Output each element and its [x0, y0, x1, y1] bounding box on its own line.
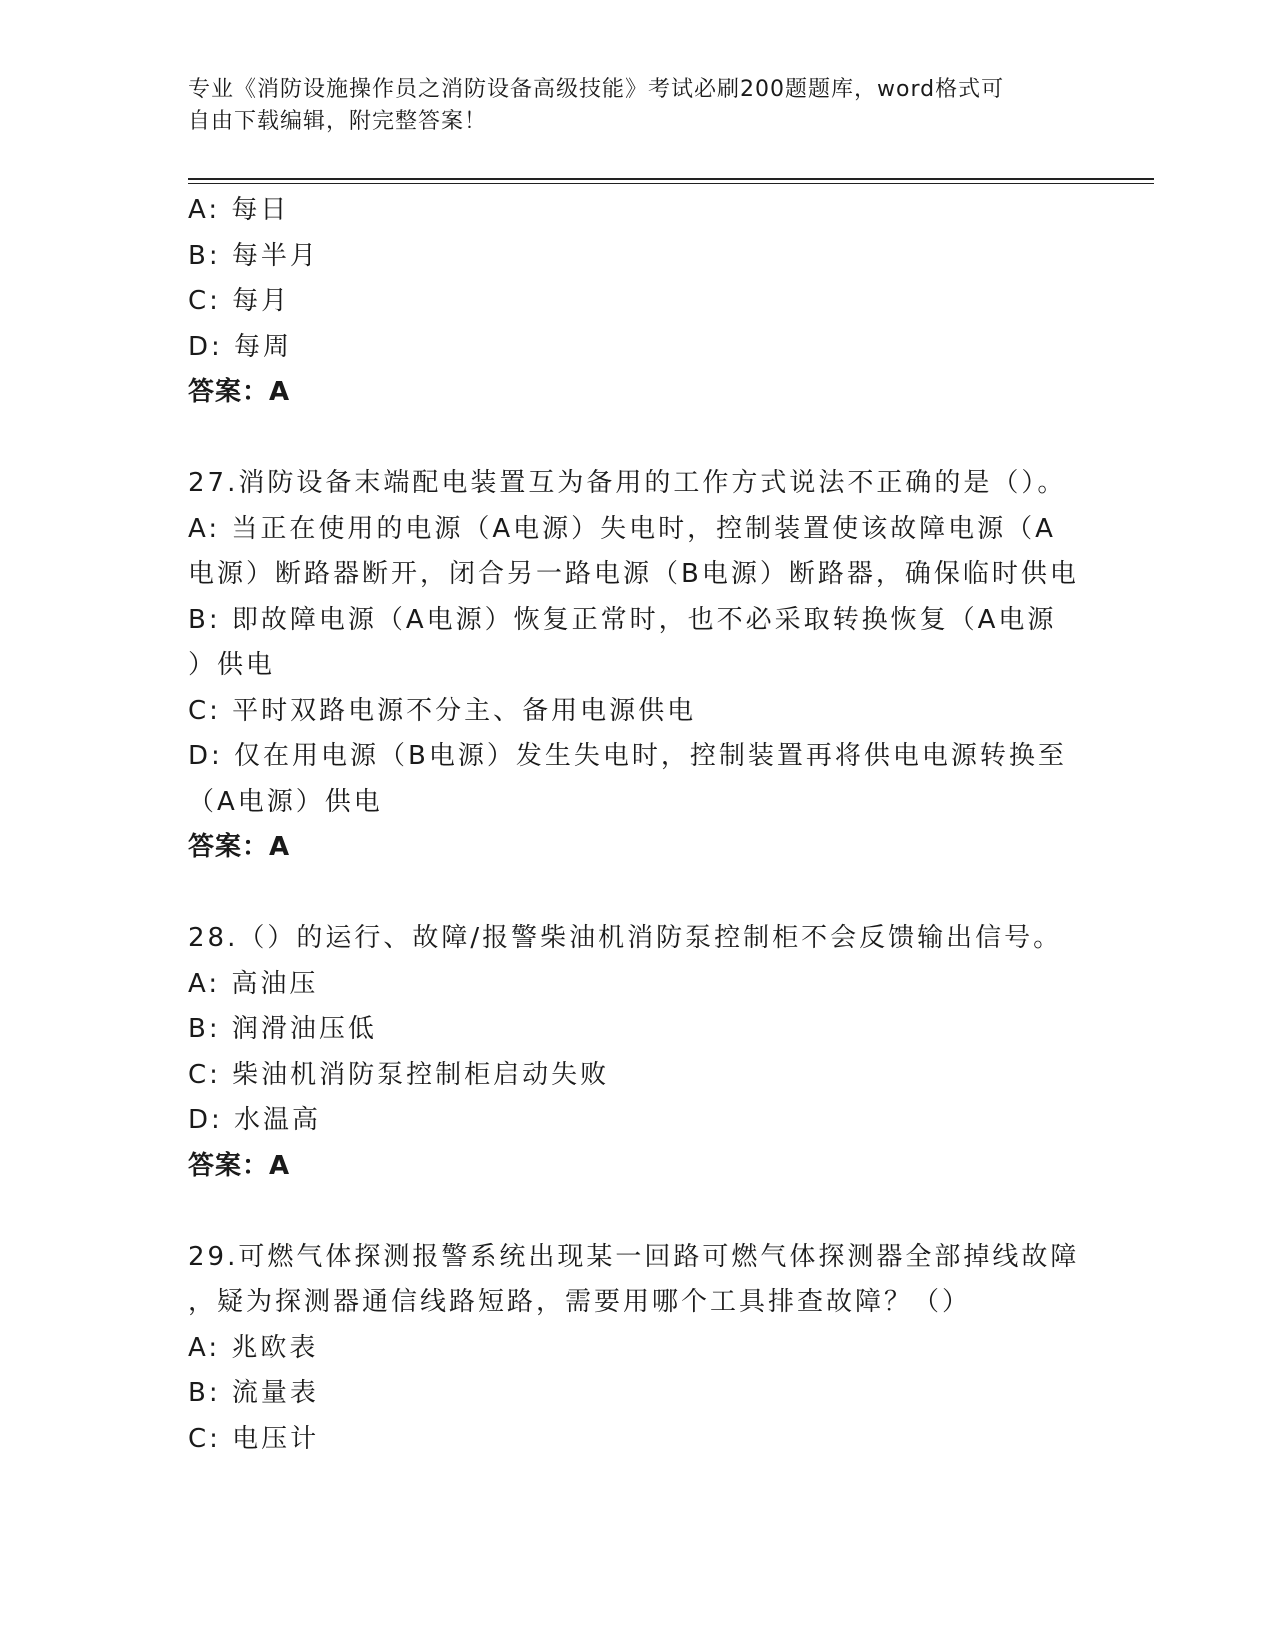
answer-text: 答案：A	[188, 377, 291, 407]
question-26-block	[188, 188, 1088, 416]
option-b: B: 润滑油压低	[188, 1014, 377, 1044]
option-b: B: 流量表	[188, 1378, 319, 1408]
option-c: C: 平时双路电源不分主、备用电源供电	[188, 695, 697, 726]
option-d: D: 仅在用电源（B电源）发生失电时，控制装置再将供电电源转换至	[188, 741, 1067, 771]
question-28-block	[188, 916, 1088, 1189]
question-list	[188, 188, 1088, 1462]
option-d-continued: （A电源）供电	[188, 786, 383, 817]
question-stem: 27.消防设备末端配电装置互为备用的工作方式说法不正确的是（）。	[188, 468, 1067, 498]
question-stem: 28.（）的运行、故障/报警柴油机消防泵控制柜不会反馈输出信号。	[188, 923, 1063, 953]
option-c: C: 每月	[188, 286, 291, 316]
option-a: A: 每日	[188, 195, 290, 225]
option-b: B: 即故障电源（A电源）恢复正常时，也不必采取转换恢复（A电源	[188, 604, 1057, 635]
question-stem: 29.可燃气体探测报警系统出现某一回路可燃气体探测器全部掉线故障	[188, 1241, 1080, 1272]
header-line-2: 自由下载编辑，附完整答案！	[188, 109, 488, 134]
option-a: A: 高油压	[188, 968, 319, 999]
option-d: D: 水温高	[188, 1105, 322, 1135]
option-b: B: 每半月	[188, 240, 319, 271]
option-d: D: 每周	[188, 331, 293, 362]
answer-text: 答案：A	[188, 1150, 291, 1181]
header-line-1: 专业《消防设施操作员之消防设备高级技能》考试必刷200题题库，word格式可	[188, 77, 1005, 102]
option-b-continued: ）供电	[188, 650, 276, 680]
header-divider-thick	[188, 178, 1154, 180]
question-27-block	[188, 461, 1088, 871]
header-divider-thin	[188, 183, 1154, 184]
question-29-block	[188, 1235, 1088, 1463]
option-c: C: 电压计	[188, 1423, 320, 1454]
option-a: A: 兆欧表	[188, 1332, 319, 1363]
option-a: A: 当正在使用的电源（A电源）失电时，控制装置使该故障电源（A	[188, 513, 1056, 544]
option-a-continued: 电源）断路器断开，闭合另一路电源（B电源）断路器，确保临时供电	[188, 559, 1079, 589]
answer-text: 答案：A	[188, 832, 291, 862]
question-stem-continued: ，疑为探测器通信线路短路，需要用哪个工具排查故障？（）	[188, 1287, 972, 1317]
option-c: C: 柴油机消防泵控制柜启动失败	[188, 1059, 610, 1090]
page-header	[188, 74, 1068, 138]
